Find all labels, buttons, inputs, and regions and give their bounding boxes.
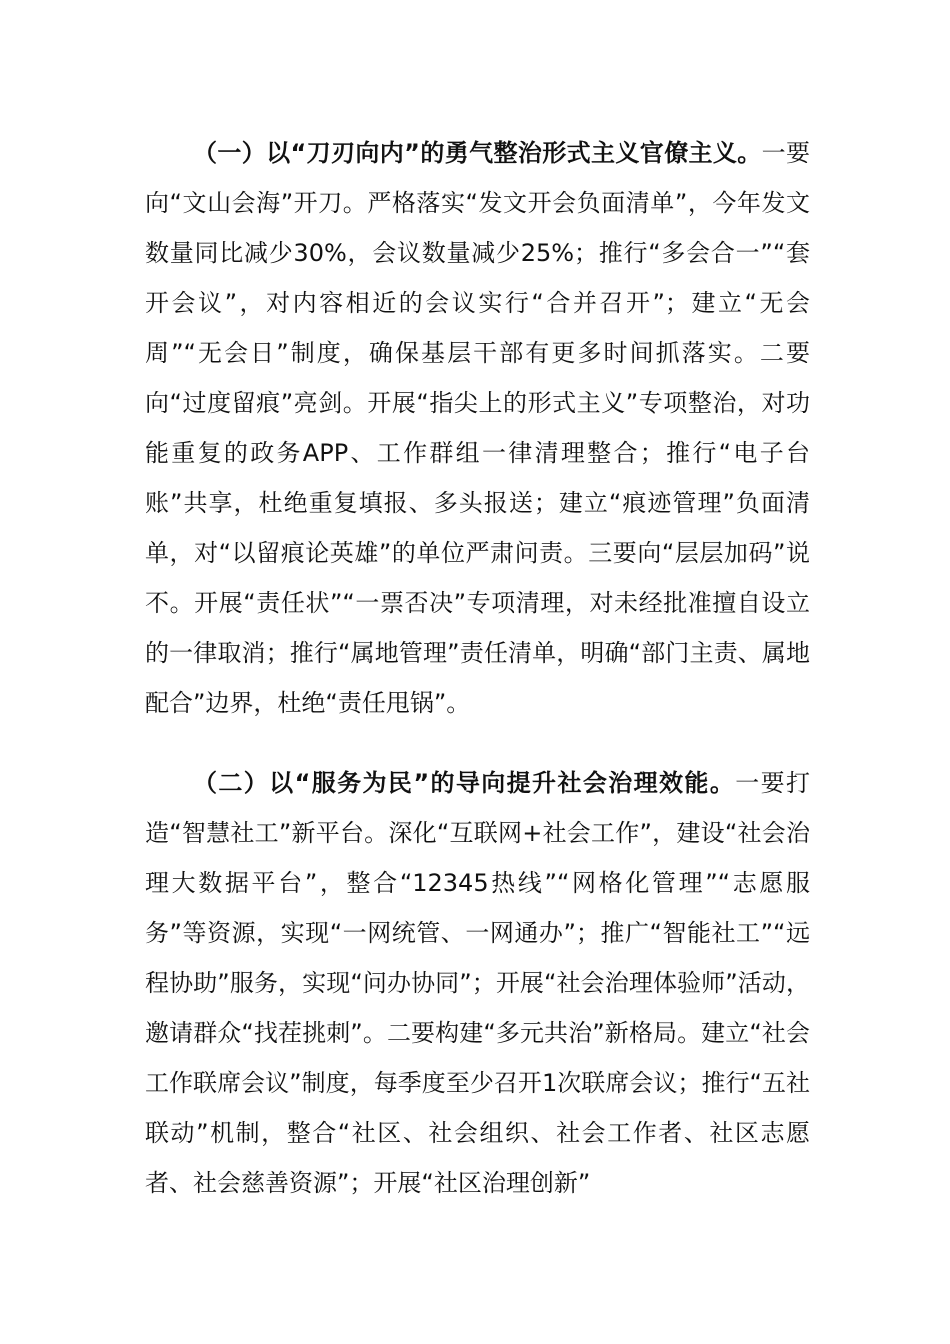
section-1-heading: （一）以“刀刃向内”的勇气整治形式主义官僚主义。 xyxy=(193,139,762,167)
paragraph-section-2 xyxy=(145,758,810,1208)
section-2-heading: （二）以“服务为民”的导向提升社会治理效能。 xyxy=(193,769,736,797)
paragraph-section-1 xyxy=(145,128,810,728)
section-2-body: 一要打造“智慧社工”新平台。深化“互联网+社会工作”，建设“社会治理大数据平台”，整合“12345热线”“网格化管理”“志愿服务”等资源，实现“一网统管、一网通办”；推广“智能社工”“远程协助”服务，实现“问办协同”；开展“社会治理体验师”活动，邀请群众“找茬挑刺”。二要构建“多元共治”新格局。建立“社会工作联席会议”制度，每季度至少召开1次联席会议；推行“五社联动”机制，整合“社区、社会组织、社会工作者、社区志愿者、社会慈善资源”；开展“社区治理创新” xyxy=(145,769,811,1197)
section-1-body: 一要向“文山会海”开刀。严格落实“发文开会负面清单”，今年发文数量同比减少30%，会议数量减少25%；推行“多会合一”“套开会议”，对内容相近的会议实行“合并召开”；建立“无会周”“无会日”制度，确保基层干部有更多时间抓落实。二要向“过度留痕”亮剑。开展“指尖上的形式主义”专项整治，对功能重复的政务APP、工作群组一律清理整合；推行“电子台账”共享，杜绝重复填报、多头报送；建立“痕迹管理”负面清单，对“以留痕论英雄”的单位严肃问责。三要向“层层加码”说不。开展“责任状”“一票否决”专项清理，对未经批准擅自设立的一律取消；推行“属地管理”责任清单，明确“部门主责、属地配合”边界，杜绝“责任甩锅”。 xyxy=(145,139,811,717)
